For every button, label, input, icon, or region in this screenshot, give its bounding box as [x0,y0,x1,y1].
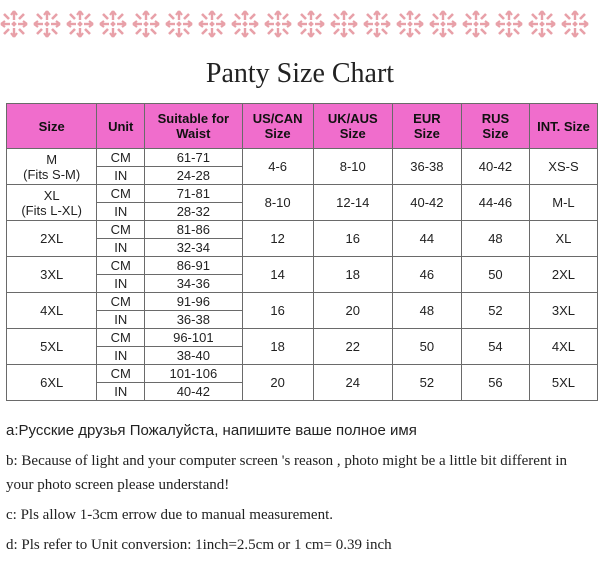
waist-in-cell: 36-38 [145,311,242,329]
snowflake-icon [430,11,456,37]
snowflake-icon [529,11,555,37]
column-header-label: Size [264,126,291,141]
unit-cell: IN [97,311,145,329]
size-cell [7,293,97,329]
unit-cell: CM [97,293,145,311]
us-size-cell: 16 [242,293,313,329]
size-label: XL [43,187,60,203]
eur-size-cell: 36-38 [392,149,461,185]
size-label: 4XL [40,303,64,318]
column-header-label: Size [339,126,366,141]
column-header-label: INT. Size [537,118,590,134]
snowflake-icon [562,11,588,37]
eur-size-cell: 44 [392,221,461,257]
eur-size-cell: 48 [392,293,461,329]
column-header-label: Size [38,118,65,134]
snowflake-icon [397,11,423,37]
column-header-label: US/CAN [252,111,303,126]
page-title: Panty Size Chart [205,58,395,89]
note-a: a:Русские друзья Пожалуйста, напишите ваше полное имя [6,422,417,439]
snowflake-icon [133,11,159,37]
notes-section [6,422,596,563]
snowflake-icon [496,11,522,37]
column-header [392,104,461,149]
column-header-label: Waist [176,126,211,141]
fits-label: (Fits L-XL) [21,202,83,218]
int-size-cell: 5XL [529,365,597,401]
us-size-cell: 12 [242,221,313,257]
us-size-cell: 14 [242,257,313,293]
waist-cm-cell: 96-101 [145,329,242,347]
size-cell [7,221,97,257]
column-header-label: Suitable for [157,111,230,126]
table-row [7,149,598,167]
unit-cell: CM [97,365,145,383]
int-size-cell: M-L [529,185,597,221]
column-header [461,104,529,149]
column-header [313,104,392,149]
eur-size-cell: 46 [392,257,461,293]
int-size-cell: XS-S [529,149,597,185]
note-b: b: Because of light and your computer screen 's reason , photo might be a little bit different in your photo screen please understand! [6,453,568,493]
snowflake-icon [34,11,60,37]
uk-size-cell: 8-10 [313,149,392,185]
table-row [7,185,598,203]
column-header [97,104,145,149]
us-size-cell: 8-10 [242,185,313,221]
header-row [7,104,598,149]
size-label: 6XL [40,375,64,390]
waist-cm-cell: 86-91 [145,257,242,275]
unit-cell: CM [97,257,145,275]
unit-cell: IN [97,275,145,293]
column-header [242,104,313,149]
note-c: c: Pls allow 1-3cm errow due to manual measurement. [6,507,333,523]
snowflake-icon [364,11,390,37]
eur-size-cell: 40-42 [392,185,461,221]
column-header-label: EUR [413,111,441,126]
unit-cell: CM [97,149,145,167]
size-cell [7,257,97,293]
uk-size-cell: 18 [313,257,392,293]
eur-size-cell: 50 [392,329,461,365]
snowflake-icon [265,11,291,37]
snowflake-icon [1,11,27,37]
column-header [529,104,597,149]
size-cell [7,149,97,185]
table-row [7,365,598,383]
unit-cell: CM [97,185,145,203]
unit-cell: IN [97,203,145,221]
uk-size-cell: 22 [313,329,392,365]
snowflake-icon [232,11,258,37]
waist-in-cell: 32-34 [145,239,242,257]
table-row [7,293,598,311]
waist-cm-cell: 81-86 [145,221,242,239]
waist-cm-cell: 71-81 [145,185,242,203]
column-header-label: Unit [108,118,134,134]
waist-in-cell: 40-42 [145,383,242,401]
uk-size-cell: 24 [313,365,392,401]
us-size-cell: 20 [242,365,313,401]
column-header-label: Size [413,126,440,141]
column-header-label: UK/AUS [327,111,378,126]
snowflake-icon [67,11,93,37]
size-label: M [46,151,58,167]
size-chart-table [6,103,598,401]
rus-size-cell: 56 [461,365,529,401]
waist-cm-cell: 91-96 [145,293,242,311]
waist-in-cell: 38-40 [145,347,242,365]
waist-in-cell: 34-36 [145,275,242,293]
eur-size-cell: 52 [392,365,461,401]
uk-size-cell: 12-14 [313,185,392,221]
unit-cell: IN [97,239,145,257]
unit-cell: IN [97,347,145,365]
unit-cell: CM [97,329,145,347]
note-d: d: Pls refer to Unit conversion: 1inch=2.5cm or 1 cm= 0.39 inch [6,537,392,553]
uk-size-cell: 16 [313,221,392,257]
size-cell [7,365,97,401]
waist-in-cell: 24-28 [145,167,242,185]
column-header-label: Size [482,126,509,141]
int-size-cell: 3XL [529,293,597,329]
rus-size-cell: 44-46 [461,185,529,221]
rus-size-cell: 52 [461,293,529,329]
snowflake-icon [298,11,324,37]
us-size-cell: 18 [242,329,313,365]
uk-size-cell: 20 [313,293,392,329]
int-size-cell: 4XL [529,329,597,365]
int-size-cell: 2XL [529,257,597,293]
waist-in-cell: 28-32 [145,203,242,221]
rus-size-cell: 48 [461,221,529,257]
waist-cm-cell: 61-71 [145,149,242,167]
size-cell [7,329,97,365]
size-label: 3XL [40,267,64,282]
fits-label: (Fits S-M) [23,166,81,182]
column-header [145,104,242,149]
snowflake-icon [100,11,126,37]
column-header-label: RUS [481,111,510,126]
table-row [7,329,598,347]
unit-cell: CM [97,221,145,239]
size-cell [7,185,97,221]
snowflake-icon [166,11,192,37]
rus-size-cell: 40-42 [461,149,529,185]
us-size-cell: 4-6 [242,149,313,185]
snowflake-icon [331,11,357,37]
rus-size-cell: 50 [461,257,529,293]
rus-size-cell: 54 [461,329,529,365]
table-row [7,257,598,275]
decorative-border-pattern [0,0,600,48]
snowflake-icon [199,11,225,37]
size-label: 2XL [40,231,64,246]
size-label: 5XL [40,339,64,354]
table-row [7,221,598,239]
column-header [7,104,97,149]
unit-cell: IN [97,383,145,401]
waist-cm-cell: 101-106 [145,365,242,383]
snowflake-icon [463,11,489,37]
int-size-cell: XL [529,221,597,257]
unit-cell: IN [97,167,145,185]
